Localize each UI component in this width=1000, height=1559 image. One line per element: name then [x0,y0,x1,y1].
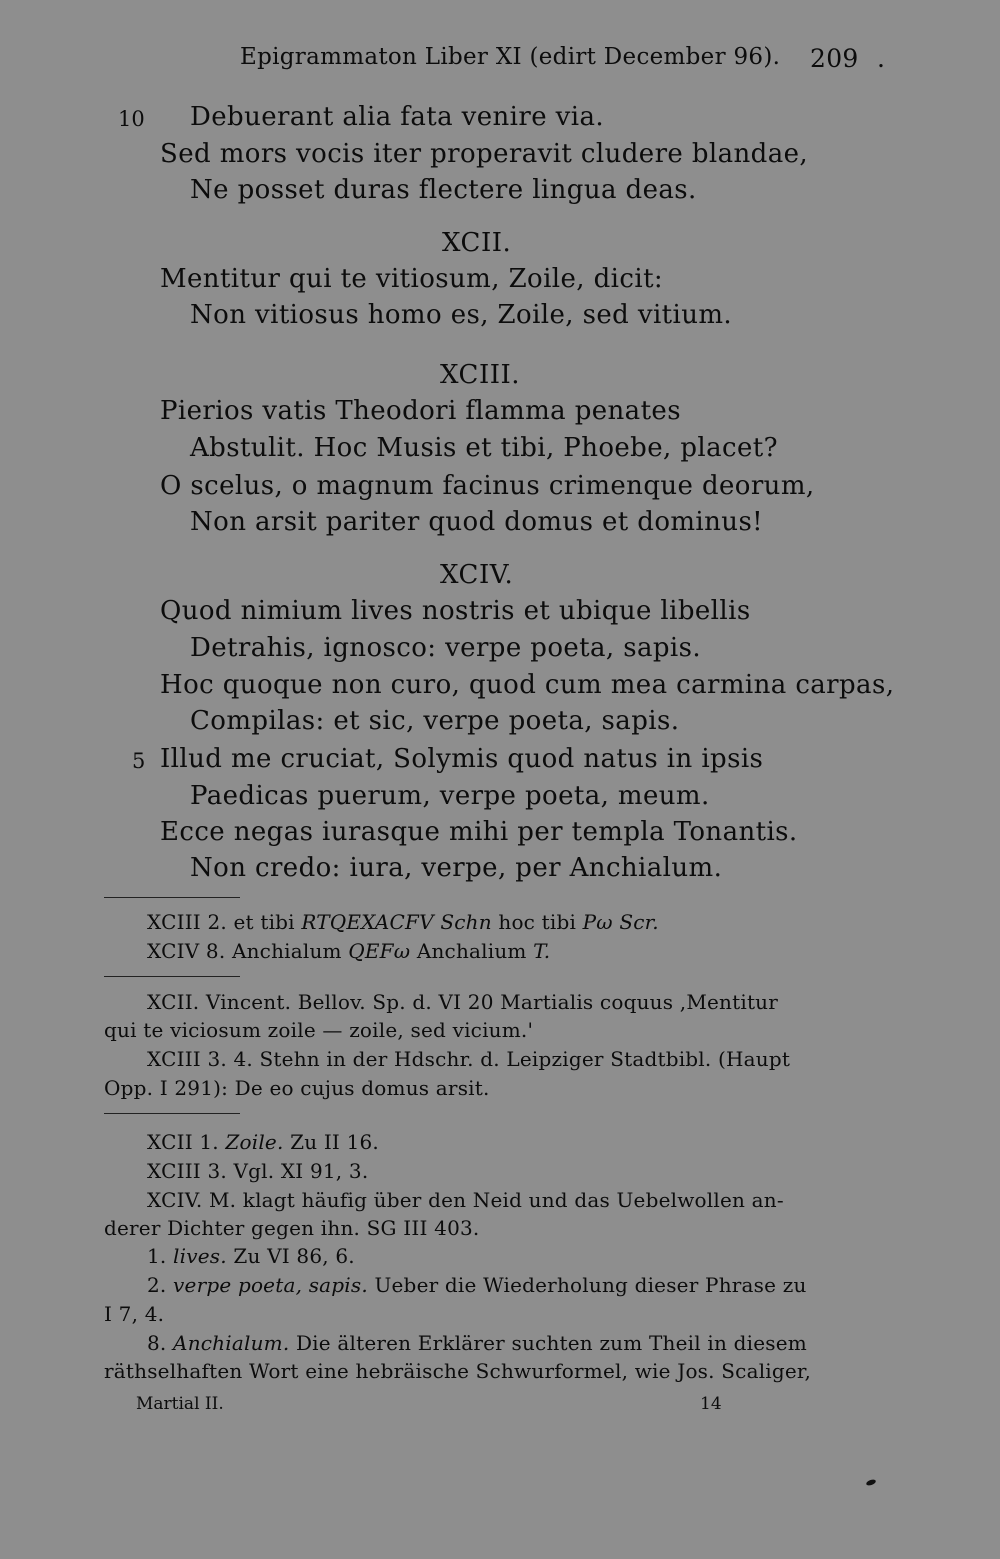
page-number: 209 [810,44,859,73]
section-rule [104,976,240,977]
verse-line: Ne posset duras flectere lingua deas. [190,175,697,205]
ink-blot [865,1478,876,1486]
verse-line: Paedicas puerum, verpe poeta, meum. [190,781,710,811]
epigram-heading-xcii: XCII. [442,228,512,258]
commentary-note: I 7, 4. [104,1302,165,1326]
verse-line: Non arsit pariter quod domus et dominus! [190,507,764,537]
testimonium-line: XCII. Vincent. Bellov. Sp. d. VI 20 Martialis coquus ,Mentitur [147,990,779,1014]
verse-line: Non credo: iura, verpe, per Anchialum. [190,853,723,883]
verse-line: Illud me cruciat, Solymis quod natus in ipsis [160,744,764,774]
verse-line: Ecce negas iurasque mihi per templa Tonantis. [160,817,798,847]
line-number-10: 10 [118,107,145,131]
commentary-note: XCII 1. Zoile. Zu II 16. [147,1130,379,1154]
running-head-title: Epigrammaton Liber XI (edirt December 96). [240,44,781,70]
testimonium-line: Opp. I 291): De eo cujus domus arsit. [104,1076,490,1100]
line-number-5: 5 [132,749,146,773]
verse-line: Hoc quoque non curo, quod cum mea carmina carpas, [160,670,895,700]
verse-line: Compilas: et sic, verpe poeta, sapis. [190,706,680,736]
verse-line: Sed mors vocis iter properavit cludere blandae, [160,139,809,169]
commentary-note: derer Dichter gegen ihn. SG III 403. [104,1216,480,1240]
epigram-heading-xciv: XCIV. [440,560,514,590]
header-mark: . [877,44,886,73]
commentary-note: XCIV. M. klagt häufig über den Neid und das Uebelwollen an- [147,1188,784,1212]
commentary-note: 1. lives. Zu VI 86, 6. [147,1244,355,1268]
signature-mark: Martial II. [136,1394,224,1414]
commentary-note: räthselhaften Wort eine hebräische Schwurformel, wie Jos. Scaliger, [104,1359,812,1383]
verse-line: Debuerant alia fata venire via. [190,102,605,132]
verse-line: Pierios vatis Theodori flamma penates [160,396,681,426]
epigram-heading-xciii: XCIII. [440,360,521,390]
apparatus-note: XCIII 2. et tibi RTQEXACFV Schn hoc tibi Pω Scr. [147,910,659,934]
commentary-note: XCIII 3. Vgl. XI 91, 3. [147,1159,369,1183]
commentary-note: 8. Anchialum. Die älteren Erklärer suchten zum Theil in diesem [147,1331,807,1355]
testimonium-line: XCIII 3. 4. Stehn in der Hdschr. d. Leipziger Stadtbibl. (Haupt [147,1047,791,1071]
sheet-number: 14 [700,1394,722,1414]
verse-line: Abstulit. Hoc Musis et tibi, Phoebe, placet? [190,433,778,463]
section-rule [104,1113,240,1114]
section-rule [104,897,240,898]
verse-line: Non vitiosus homo es, Zoile, sed vitium. [190,300,733,330]
verse-line: Mentitur qui te vitiosum, Zoile, dicit: [160,264,664,294]
verse-line: O scelus, o magnum facinus crimenque deorum, [160,471,815,501]
testimonium-line: qui te viciosum zoile — zoile, sed vicium.' [104,1018,534,1042]
verse-line: Detrahis, ignosco: verpe poeta, sapis. [190,633,702,663]
verse-line: Quod nimium lives nostris et ubique libellis [160,596,751,626]
commentary-note: 2. verpe poeta, sapis. Ueber die Wiederholung dieser Phrase zu [147,1273,807,1297]
apparatus-note: XCIV 8. Anchialum QEFω Anchalium T. [147,939,551,963]
